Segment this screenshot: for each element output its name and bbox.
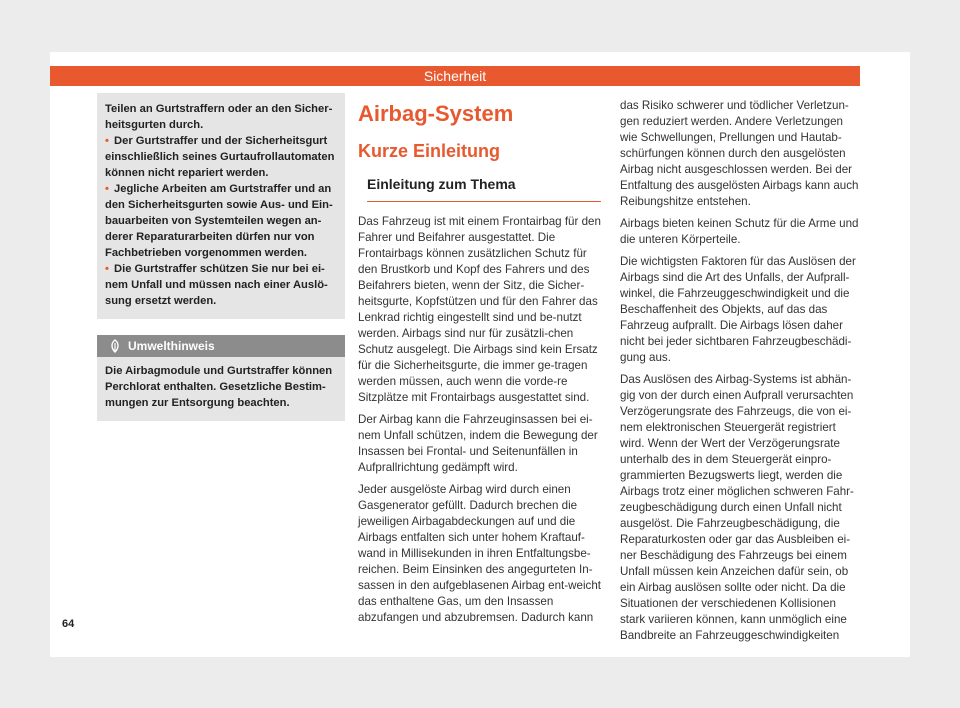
right-column xyxy=(620,98,860,650)
bullet-icon: • xyxy=(105,183,109,195)
topic-heading: Einleitung zum Thema xyxy=(367,174,601,202)
paragraph: Jeder ausgelöste Airbag wird durch einen Gasgenerator gefüllt. Dadurch brechen die jeweiligen Airbagabdeckungen auf und die Airbags entfalten sich unter hohem Kraftauf-wand in Millisekunden in ihren Entfaltungsbe-reichen. Beim Einsinken des angegurteten In-sassen in den aufgeblasenen Airbag ent-weicht das enthaltene Gas, um den Insassen abzufangen und abzubremsen. Dadurch kann xyxy=(358,483,601,624)
bullet-icon: • xyxy=(105,135,109,147)
warning-bullet xyxy=(105,181,337,261)
paragraph: Die wichtigsten Faktoren für das Auslösen der Airbags sind die Art des Unfalls, der Aufprall-winkel, die Fahrzeuggeschwindigkeit und die Beschaffenheit des Objekts, auf das das Fahrzeug aufprallt. Die Airbags lösen daher nicht bei jeder sichtbaren Fahrzeugbeschädi-gung aus. xyxy=(620,255,856,364)
environment-note-title: Umwelthinweis xyxy=(128,339,215,353)
main-heading: Airbag-System xyxy=(358,101,514,126)
warning-intro: Teilen an Gurtstraffern oder an den Sicher-heitsgurten durch. xyxy=(105,103,333,131)
warning-bullet xyxy=(105,261,337,309)
page-number: 64 xyxy=(62,618,75,630)
leaf-icon xyxy=(108,339,122,353)
body-text xyxy=(620,98,860,644)
sub-heading: Kurze Einleitung xyxy=(358,141,501,161)
environment-note-text: Die Airbagmodule und Gurtstraffer können Perchlorat enthalten. Gesetzliche Bestim-mungen zur Entsorgung beachten. xyxy=(105,365,333,409)
middle-column xyxy=(358,100,601,632)
paragraph: Airbags bieten keinen Schutz für die Arme und die unteren Körperteile. xyxy=(620,217,859,246)
bullet-icon: • xyxy=(105,263,109,275)
paragraph: Das Auslösen des Airbag-Systems ist abhän-gig von der durch einen Aufprall verursachten Verzögerungsrate des Fahrzeugs, die von ei-nem elektronischen Steuergerät registriert wird. Wenn der Wert der Verzögerungsrate unterhalb des in dem Steuergerät einpro-grammierten Bezugswerts liegt, werden die Airbags trotz einer möglichen schweren Fahr-zeugbeschädigung durch einen Unfall nicht ausgelöst. Die Fahrzeugbeschädigung, die Reparaturkosten oder gar das Ausbleiben ei-ner Beschädigung des Fahrzeugs bei einem Unfall müssen kein Anzeichen dafür sein, ob ein Airbag auslösen sollte oder nicht. Da die Situationen der verschiedenen Kollisionen stark variieren können, kann unmöglich eine Bandbreite an Fahrzeuggeschwindigkeiten xyxy=(620,373,854,642)
environment-note-header xyxy=(97,335,345,357)
paragraph: Der Airbag kann die Fahrzeuginsassen bei ei-nem Unfall schützen, indem die Bewegung der Insassen bei Frontal- und Seitenunfällen in Aufprallrichtung gedämpft wird. xyxy=(358,413,598,474)
warning-bullet-text: Die Gurtstraffer schützen Sie nur bei ei-nem Unfall und müssen nach einer Auslö-sung ersetzt werden. xyxy=(105,263,328,307)
warning-box xyxy=(97,93,345,319)
body-text xyxy=(358,214,601,626)
left-column xyxy=(97,93,345,421)
section-header: Sicherheit xyxy=(50,66,860,86)
warning-bullet-text: Der Gurtstraffer und der Sicherheitsgurt einschließlich seines Gurtaufrollautomaten können nicht repariert werden. xyxy=(105,135,335,179)
warning-bullet xyxy=(105,133,337,181)
environment-note-box xyxy=(97,335,345,421)
paragraph: Das Fahrzeug ist mit einem Frontairbag für den Fahrer und Beifahrer ausgestattet. Die Frontairbags können zusätzlichen Schutz für den Brustkorb und Kopf des Fahrers und des Beifahrers bieten, wenn der Sitz, die Sicher-heitsgurte, Kopfstützen und für den Fahrer das Lenkrad richtig eingestellt sind und be-nutzt werden. Airbags sind nur für zusätzli-chen Schutz ausgelegt. Die Airbags sind kein Ersatz für die Sicherheitsgurte, die immer ge-tragen werden müssen, auch wenn die vorde-re Sitzplätze mit Frontairbags ausgestattet sind. xyxy=(358,215,601,404)
warning-bullet-text: Jegliche Arbeiten am Gurtstraffer und an den Sicherheitsgurten sowie Aus- und Ein-bauarbeiten von Systemteilen wegen an-derer Reparaturarbeiten dürfen nur von Fachbetrieben vorgenommen werden. xyxy=(105,183,333,259)
paragraph: das Risiko schwerer und tödlicher Verletzun-gen reduziert werden. Andere Verletzungen wie Schwellungen, Prellungen und Hautab-schürfungen können durch den ausgelösten Airbag nicht ausgeschlossen werden. Bei der Entfaltung des ausgelösten Airbags kann auch Reibungshitze entstehen. xyxy=(620,99,859,208)
